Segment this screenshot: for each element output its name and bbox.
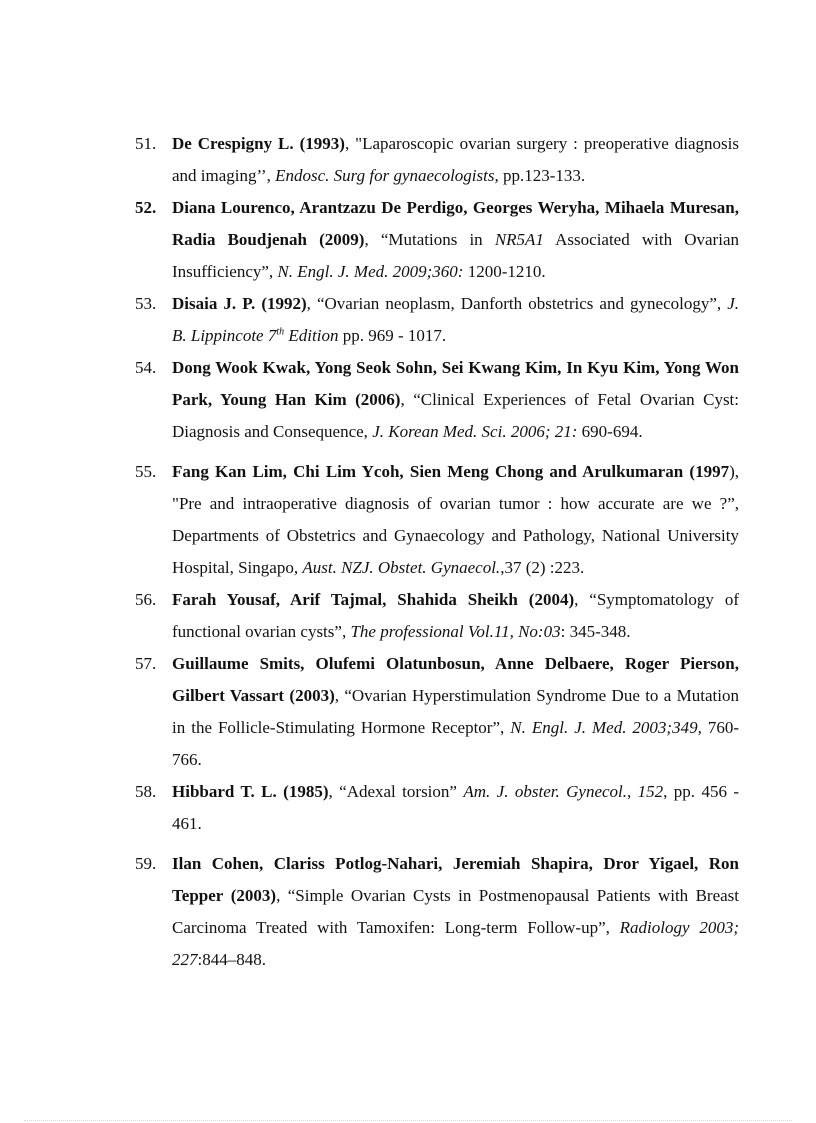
reference-pages: 1200-1210. [463, 262, 546, 281]
reference-pages: :844–848. [197, 950, 266, 969]
reference-pages: pp.123-133. [498, 166, 586, 185]
reference-item [0, 456, 739, 584]
reference-journal: N. Engl. J. Med. 2009;360: [277, 262, 464, 281]
page-bottom-rule [24, 1120, 792, 1121]
reference-gene: NR5A1 [494, 230, 544, 249]
reference-item [0, 648, 739, 776]
reference-authors: Disaia J. P. [172, 294, 256, 313]
reference-authors: Guillaume Smits, Olufemi Olatunbosun, Anne Delbaere, Roger Pierson, Gilbert Vassart [172, 654, 739, 705]
reference-journal: The professional Vol.11, No:03 [350, 622, 561, 641]
reference-year: (1993) [299, 134, 345, 153]
reference-number: 52. [135, 198, 157, 217]
reference-title: , "Pre and intraoperative diagnosis of ovarian tumor : how accurate are we ?”, Departments of Obstetrics and Gynaecology and Pathology, National University Hospital, Singapo, [172, 462, 739, 577]
reference-pages: : 345-348. [560, 622, 631, 641]
reference-title: , “Adexal torsion” [328, 782, 464, 801]
reference-journal: N. Engl. J. Med. 2003;349, [510, 718, 702, 737]
reference-journal: Endosc. Surg for gynaecologists, [275, 166, 499, 185]
reference-item [0, 848, 739, 976]
reference-number: 51. [135, 134, 157, 153]
reference-year: ) [729, 462, 735, 481]
reference-year: (2003) [289, 686, 335, 705]
reference-title: , "Laparoscopic ovarian surgery : preoperative diagnosis and imaging’’, [172, 134, 739, 185]
reference-number: 56. [135, 590, 157, 609]
reference-authors: Farah Yousaf, Arif Tajmal, Shahida Sheikh [172, 590, 518, 609]
reference-title: , “Clinical Experiences of Fetal Ovarian Cyst: Diagnosis and Consequence, [172, 390, 740, 441]
reference-edition-superscript: th [276, 326, 285, 338]
reference-authors: Diana Lourenco, Arantzazu De Perdigo, Georges Weryha, Mihaela Muresan, Radia Boudjenah [172, 198, 739, 249]
reference-title-continued: Associated with Ovarian Insufficiency”, [172, 230, 739, 281]
reference-item [0, 776, 739, 840]
reference-title: , “Symptomatology of functional ovarian cysts”, [172, 590, 740, 641]
reference-title: , “Simple Ovarian Cysts in Postmenopausal Patients with Breast Carcinoma Treated with Tamoxifen: Long-term Follow-up”, [172, 886, 739, 937]
reference-item [0, 128, 739, 192]
reference-number: 55. [135, 462, 157, 481]
reference-journal: J. Korean Med. Sci. 2006; 21: [372, 422, 578, 441]
reference-pages: 760-766. [172, 718, 739, 769]
reference-item [0, 192, 739, 288]
reference-journal: Am. J. obster. Gynecol., 152 [463, 782, 664, 801]
reference-journal: Radiology 2003; 227 [172, 918, 739, 969]
reference-number: 58. [135, 782, 157, 801]
reference-year: (2004) [528, 590, 575, 609]
reference-list [0, 128, 816, 976]
reference-journal: Aust. NZJ. Obstet. Gynaecol. [302, 558, 501, 577]
reference-title: , “Ovarian neoplasm, Danforth obstetrics and gynecology”, [306, 294, 728, 313]
reference-pages: pp. 969 - 1017. [338, 326, 447, 345]
reference-year: (2003) [230, 886, 277, 905]
reference-number: 54. [135, 358, 157, 377]
reference-item [0, 288, 739, 352]
reference-authors: Fang Kan Lim, Chi Lim Ycoh, Sien Meng Chong and Arulkumaran (1997 [172, 462, 730, 481]
reference-pages: , pp. 456 - 461. [172, 782, 740, 833]
reference-pages: ,37 (2) :223. [500, 558, 585, 577]
reference-authors: De Crespigny L. [172, 134, 294, 153]
reference-year: (2009) [319, 230, 365, 249]
reference-title: , “Mutations in [364, 230, 495, 249]
reference-number: 57. [135, 654, 157, 673]
reference-number: 53. [135, 294, 157, 313]
reference-pages: 690-694. [577, 422, 643, 441]
reference-year: (2006) [355, 390, 401, 409]
reference-title: , “Ovarian Hyperstimulation Syndrome Due to a Mutation in the Follicle-Stimulating Hormone Receptor”, [172, 686, 739, 737]
reference-journal: J. B. Lippincote 7 [172, 294, 739, 345]
reference-authors: Hibbard T. L. [172, 782, 277, 801]
reference-journal-edition: Edition [284, 326, 339, 345]
reference-number: 59. [135, 854, 157, 873]
reference-item [0, 352, 739, 448]
reference-year: (1985) [283, 782, 329, 801]
reference-item [0, 584, 739, 648]
reference-authors: Dong Wook Kwak, Yong Seok Sohn, Sei Kwang Kim, In Kyu Kim, Yong Won Park, Young Han Kim [172, 358, 739, 409]
reference-year: (1992) [261, 294, 307, 313]
reference-authors: Ilan Cohen, Clariss Potlog-Nahari, Jeremiah Shapira, Dror Yigael, Ron Tepper [172, 854, 739, 905]
